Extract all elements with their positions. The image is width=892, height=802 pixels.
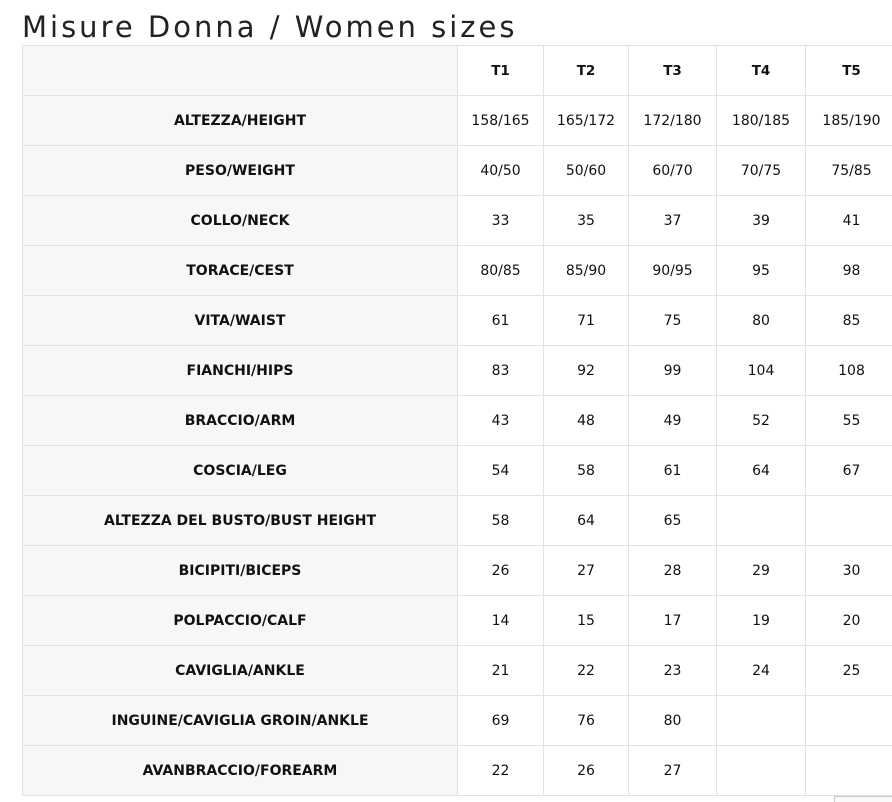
size-value-cell	[717, 746, 806, 796]
table-row	[23, 496, 892, 546]
size-value-cell: 30	[806, 546, 892, 596]
row-label: VITA/WAIST	[23, 296, 458, 346]
table-row	[23, 696, 892, 746]
size-value-cell	[806, 746, 892, 796]
size-value-cell: 60/70	[629, 146, 717, 196]
size-value-cell: 90/95	[629, 246, 717, 296]
size-value-cell: 54	[458, 446, 544, 496]
table-row	[23, 546, 892, 596]
table-row	[23, 746, 892, 796]
table-row	[23, 646, 892, 696]
horizontal-scrollbar[interactable]	[834, 796, 892, 802]
row-label: AVANBRACCIO/FOREARM	[23, 746, 458, 796]
size-value-cell: 21	[458, 646, 544, 696]
size-table	[22, 45, 892, 796]
size-value-cell: 99	[629, 346, 717, 396]
row-label: PESO/WEIGHT	[23, 146, 458, 196]
page-title: Misure Donna / Women sizes	[22, 8, 517, 46]
size-header-t4: T4	[717, 46, 806, 96]
size-value-cell: 22	[544, 646, 629, 696]
size-value-cell: 70/75	[717, 146, 806, 196]
size-value-cell: 48	[544, 396, 629, 446]
row-label: COSCIA/LEG	[23, 446, 458, 496]
size-value-cell: 104	[717, 346, 806, 396]
size-value-cell: 39	[717, 196, 806, 246]
row-label: CAVIGLIA/ANKLE	[23, 646, 458, 696]
header-corner-cell	[23, 46, 458, 96]
size-header-t1: T1	[458, 46, 544, 96]
row-label: FIANCHI/HIPS	[23, 346, 458, 396]
size-value-cell: 14	[458, 596, 544, 646]
row-label: ALTEZZA DEL BUSTO/BUST HEIGHT	[23, 496, 458, 546]
size-value-cell: 180/185	[717, 96, 806, 146]
size-value-cell: 40/50	[458, 146, 544, 196]
row-label: INGUINE/CAVIGLIA GROIN/ANKLE	[23, 696, 458, 746]
size-value-cell: 58	[544, 446, 629, 496]
row-label: COLLO/NECK	[23, 196, 458, 246]
size-value-cell: 23	[629, 646, 717, 696]
size-value-cell	[717, 696, 806, 746]
size-value-cell: 95	[717, 246, 806, 296]
table-row	[23, 346, 892, 396]
row-label: BRACCIO/ARM	[23, 396, 458, 446]
size-value-cell: 71	[544, 296, 629, 346]
table-row	[23, 296, 892, 346]
size-header-t5: T5	[806, 46, 892, 96]
size-value-cell: 58	[458, 496, 544, 546]
size-value-cell: 172/180	[629, 96, 717, 146]
size-value-cell: 61	[458, 296, 544, 346]
table-row	[23, 246, 892, 296]
size-value-cell: 20	[806, 596, 892, 646]
size-table-body	[23, 46, 892, 796]
size-value-cell: 80	[717, 296, 806, 346]
size-value-cell	[717, 496, 806, 546]
size-value-cell: 41	[806, 196, 892, 246]
size-value-cell: 27	[544, 546, 629, 596]
table-header-row	[23, 46, 892, 96]
size-value-cell: 17	[629, 596, 717, 646]
size-value-cell: 69	[458, 696, 544, 746]
size-value-cell: 24	[717, 646, 806, 696]
size-value-cell: 65	[629, 496, 717, 546]
size-value-cell: 92	[544, 346, 629, 396]
size-value-cell: 185/190	[806, 96, 892, 146]
size-value-cell: 158/165	[458, 96, 544, 146]
size-value-cell: 98	[806, 246, 892, 296]
size-value-cell: 83	[458, 346, 544, 396]
table-row	[23, 446, 892, 496]
table-row	[23, 596, 892, 646]
size-value-cell: 85	[806, 296, 892, 346]
size-value-cell: 85/90	[544, 246, 629, 296]
table-row	[23, 96, 892, 146]
size-value-cell: 80	[629, 696, 717, 746]
size-value-cell: 50/60	[544, 146, 629, 196]
size-value-cell: 75/85	[806, 146, 892, 196]
size-value-cell: 28	[629, 546, 717, 596]
size-value-cell: 26	[458, 546, 544, 596]
size-value-cell: 25	[806, 646, 892, 696]
size-header-t2: T2	[544, 46, 629, 96]
size-value-cell: 22	[458, 746, 544, 796]
size-value-cell: 76	[544, 696, 629, 746]
row-label: POLPACCIO/CALF	[23, 596, 458, 646]
size-header-t3: T3	[629, 46, 717, 96]
size-value-cell	[806, 696, 892, 746]
size-value-cell: 37	[629, 196, 717, 246]
row-label: TORACE/CEST	[23, 246, 458, 296]
table-row	[23, 146, 892, 196]
size-value-cell: 29	[717, 546, 806, 596]
size-value-cell: 52	[717, 396, 806, 446]
size-value-cell: 49	[629, 396, 717, 446]
size-value-cell: 67	[806, 446, 892, 496]
row-label: ALTEZZA/HEIGHT	[23, 96, 458, 146]
row-label: BICIPITI/BICEPS	[23, 546, 458, 596]
size-value-cell: 19	[717, 596, 806, 646]
size-value-cell: 55	[806, 396, 892, 446]
size-value-cell: 80/85	[458, 246, 544, 296]
size-value-cell: 27	[629, 746, 717, 796]
size-value-cell: 33	[458, 196, 544, 246]
size-value-cell: 64	[717, 446, 806, 496]
size-value-cell: 64	[544, 496, 629, 546]
size-value-cell: 15	[544, 596, 629, 646]
size-value-cell: 108	[806, 346, 892, 396]
size-value-cell: 165/172	[544, 96, 629, 146]
size-value-cell: 75	[629, 296, 717, 346]
size-value-cell: 61	[629, 446, 717, 496]
size-value-cell: 35	[544, 196, 629, 246]
table-row	[23, 196, 892, 246]
table-row	[23, 396, 892, 446]
size-value-cell	[806, 496, 892, 546]
size-value-cell: 26	[544, 746, 629, 796]
size-value-cell: 43	[458, 396, 544, 446]
